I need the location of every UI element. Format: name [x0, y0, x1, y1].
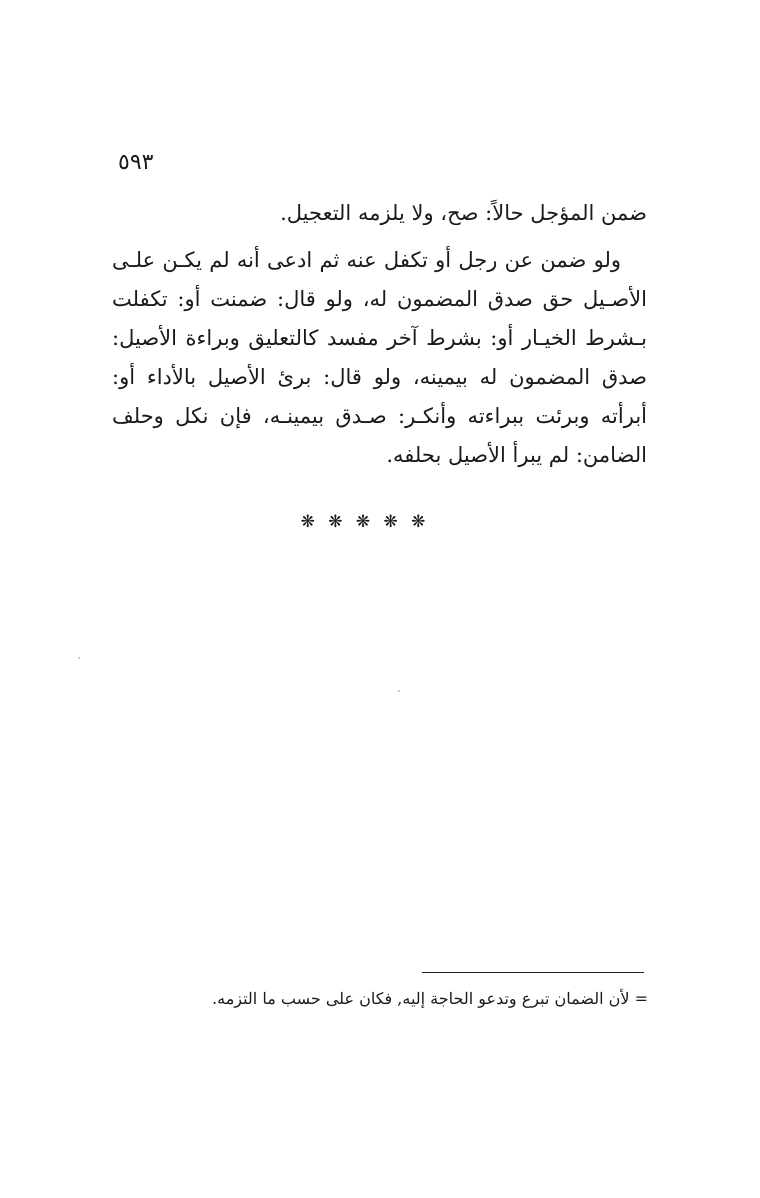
footnote-text: = لأن الضمان تبرع وتدعو الحاجة إليه, فكان على حسب ما التزمه. — [212, 989, 648, 1008]
paragraph-first: ضمن المؤجل حالاً: صح، ولا يلزمه التعجيل. — [280, 201, 647, 225]
footnote-rule — [422, 972, 644, 973]
scan-speck — [78, 657, 80, 659]
paragraph-second: ولو ضمن عن رجل أو تكفل عنه ثم ادعى أنه لم يكـن علـى الأصـيل حق صدق المضمون له، ولو قال: ضمنت أو: تكفلت بـشرط الخيـار أو: بشرط آخر مفسد كالتعليق وبراءة الأصيل: صدق المضمون له بيمينه، ولو قال: برئ الأصيل بالأداء أو: أبرأته وبرئت ببراءته وأنكـر: صـدق بيمينـه، فإن نكل وحلف الضامن: لم يبرأ الأصيل بحلفه. — [112, 248, 647, 467]
main-text — [112, 194, 647, 475]
page-number: ٥٩٣ — [118, 150, 154, 175]
section-separator: ❋ ❋ ❋ ❋ ❋ — [300, 512, 430, 532]
scan-speck — [398, 690, 400, 692]
